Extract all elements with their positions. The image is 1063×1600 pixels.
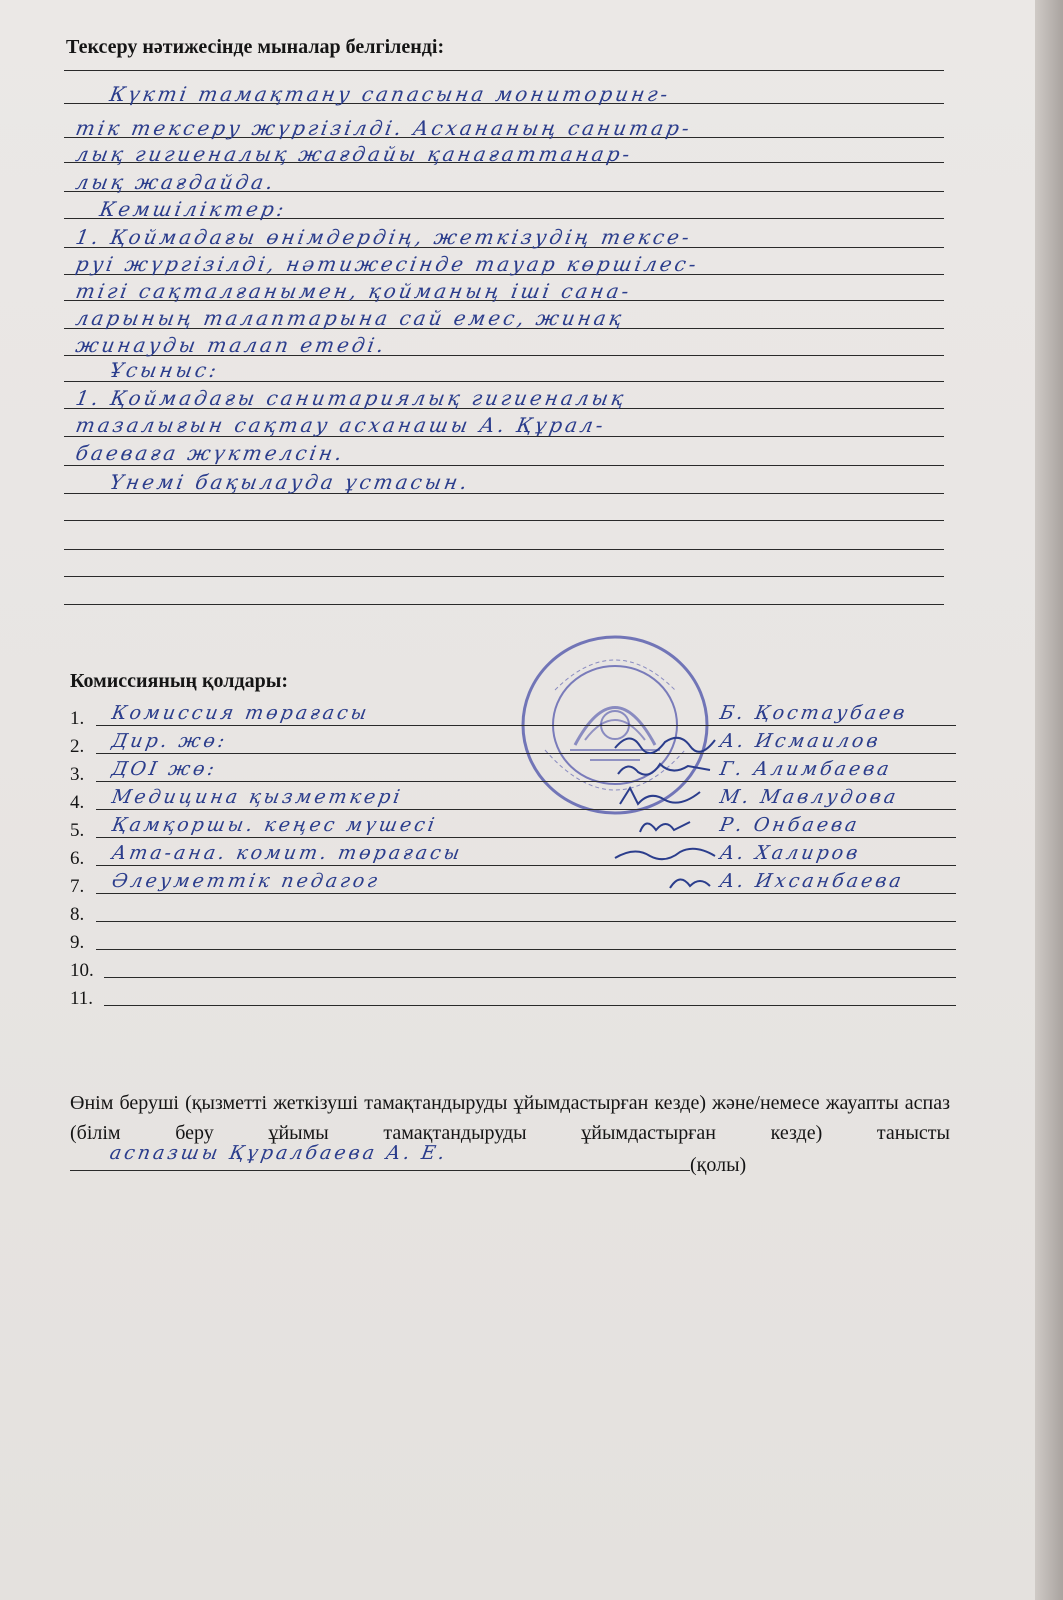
acknowledgement-field [70,1142,690,1171]
signature-row [70,982,956,1010]
signer-name: М. Мавлудова [718,786,901,808]
signature-row [70,926,956,954]
signer-role: Дир. жө: [110,730,230,752]
ruled-line [64,604,944,605]
handwritten-line: ларының талаптарына сай емес, жинақ [73,306,627,330]
signature-line [96,781,956,782]
signature-line [96,949,956,950]
signer-role: Ата-ана. комит. төрағасы [110,842,465,864]
signature-row [70,786,956,814]
handwritten-line: 1. Қоймадағы өнімдердің, жеткізудің тексе- [73,225,694,249]
ruled-line [64,70,944,71]
ruled-line [64,465,944,466]
ruled-line [64,520,944,521]
commission-signatures-title: Комиссияның қолдары: [70,670,289,692]
signer-name: А. Ихсанбаева [718,870,906,892]
signer-name: Б. Қостаубаев [718,702,910,724]
signer-name: А. Исмаилов [718,730,883,752]
acknowledgement-signer: аспазшы Құралбаева А. Е. [108,1142,450,1164]
signature-row [70,702,956,730]
handwritten-line: руі жүргізілді, нәтижесінде тауар көршілес- [73,252,701,276]
signature-number: 7. [70,876,85,897]
signature-row [70,954,956,982]
signature-number: 2. [70,736,85,757]
signature-scribble [610,728,720,754]
signature-row [70,842,956,870]
handwritten-line: Кемшіліктер: [97,197,289,221]
signature-scribble [610,840,720,866]
handwritten-line: Үнемі бақылауда ұстасын. [107,470,472,494]
signature-number: 5. [70,820,85,841]
signature-line [96,837,956,838]
signature-line [96,865,956,866]
acknowledgement-text: Өнім беруші (қызметті жеткізуші тамақтандыруды ұйымдастырған кезде) және/немесе жауапты аспаз (білім беру ұйымы тамақтандыруды ұйымдастырған кезде) танысты [70,1092,950,1144]
signature-number: 8. [70,904,85,925]
signature-number: 3. [70,764,85,785]
signature-number: 6. [70,848,85,869]
signature-row [70,730,956,758]
signature-suffix: (қолы) [690,1154,747,1176]
acknowledgement-paragraph [70,1088,950,1180]
signer-role: Әлеуметтік педагог [110,870,382,892]
signer-name: Р. Онбаева [718,814,862,836]
handwritten-line: тік тексеру жүргізілді. Асхананың санитар- [73,116,694,140]
signer-role: Медицина қызметкері [110,786,405,808]
signer-role: ДОІ жө: [110,758,219,780]
handwritten-line: 1. Қоймадағы санитариялық гигиеналық [73,386,629,410]
ruled-line [64,576,944,577]
signature-number: 9. [70,932,85,953]
signer-name: Г. Алимбаева [718,758,894,780]
signature-number: 11. [70,988,94,1009]
signer-role: Комиссия төрағасы [110,702,372,724]
signature-scribble [610,812,720,838]
signature-row [70,870,956,898]
ruled-line [64,549,944,550]
handwritten-line: Күкті тамақтану сапасына мониторинг- [107,82,673,106]
handwritten-line: баеваға жүктелсін. [73,441,347,465]
handwritten-line: Ұсыныс: [107,358,222,382]
handwritten-line: тазалығын сақтау асханашы А. Құрал- [73,413,608,437]
signature-row [70,814,956,842]
handwritten-line: лық жағдайда. [73,170,278,194]
findings-heading: Тексеру нәтижесінде мыналар белгіленді: [66,36,445,58]
handwritten-line: жинауды талап етеді. [73,333,389,357]
signature-line [96,893,956,894]
signer-name: А. Халиров [718,842,863,864]
signature-number: 1. [70,708,85,729]
handwritten-line: тігі сақталғанымен, қойманың іші сана- [73,279,634,303]
signature-line [104,1005,956,1006]
handwritten-line: лық гигиеналық жағдайы қанағаттанар- [73,142,635,166]
signature-line [96,809,956,810]
signature-number: 10. [70,960,94,981]
signature-scribble [610,784,720,810]
signature-line [96,725,956,726]
signature-row [70,758,956,786]
signature-number: 4. [70,792,85,813]
signature-line [96,921,956,922]
signature-line [104,977,956,978]
signature-scribble [610,868,720,894]
page-edge-shadow [1035,0,1063,1600]
signature-scribble [610,756,720,782]
signature-row [70,898,956,926]
signature-line [96,753,956,754]
signer-role: Қамқоршы. кеңес мүшесі [110,814,439,836]
